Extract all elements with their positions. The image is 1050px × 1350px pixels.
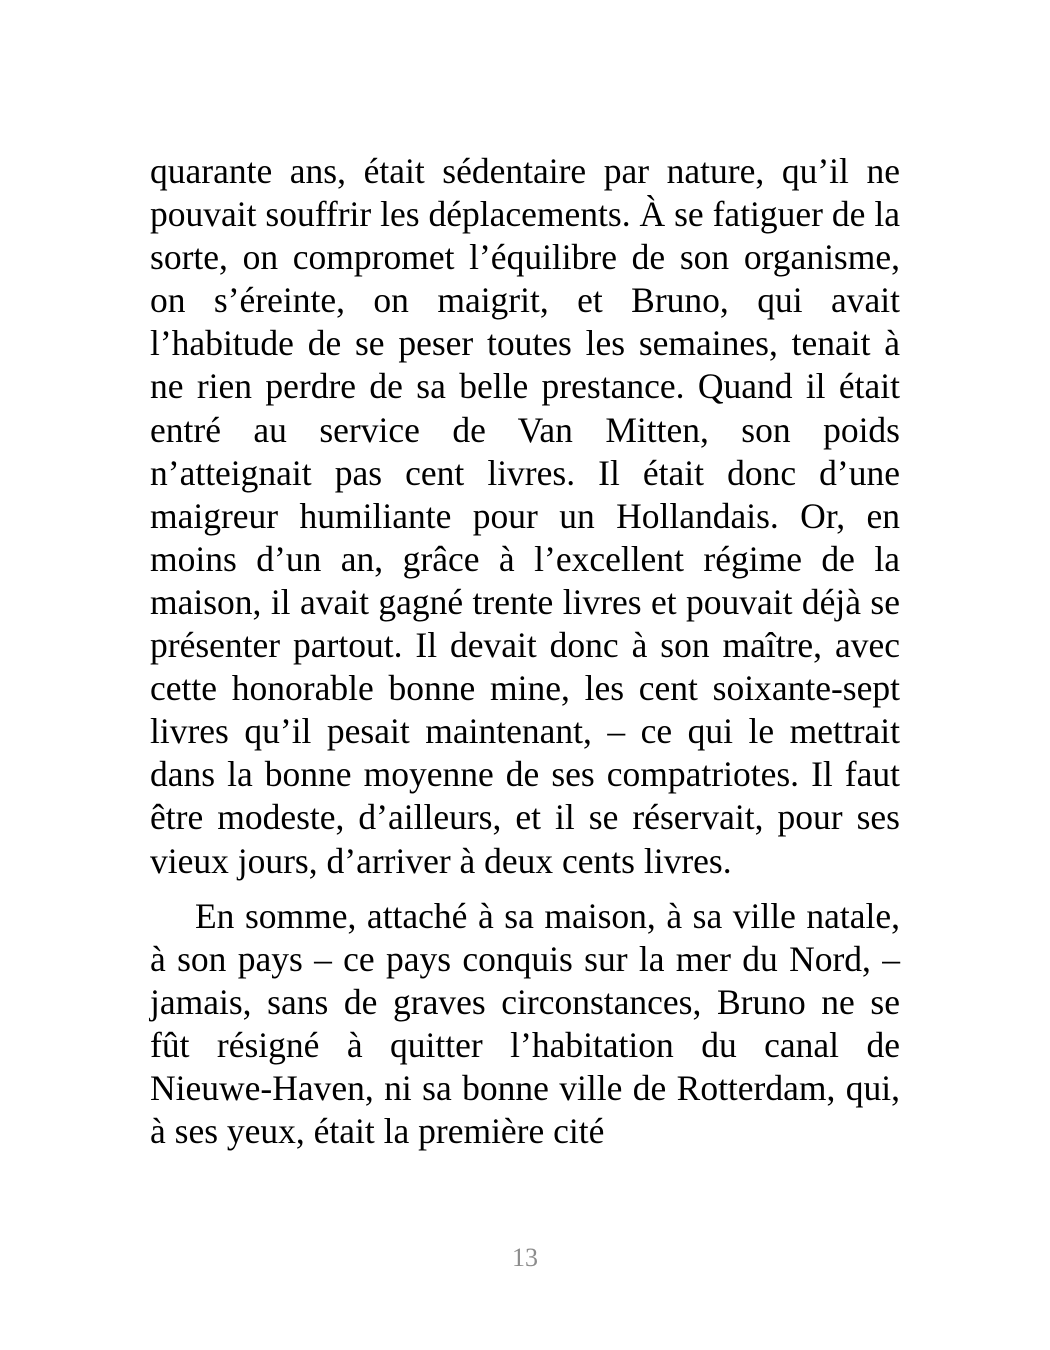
page-number: 13 xyxy=(512,1243,538,1272)
body-text xyxy=(150,150,900,1153)
paragraph-2: En somme, attaché à sa maison, à sa ville natale, à son pays – ce pays conquis sur la mer du Nord, – jamais, sans de graves circonstances, Bruno ne se fût résigné à quitter l’habitation du canal de Nieuwe-Haven, ni sa bonne ville de Rotterdam, qui, à ses yeux, était la première cité xyxy=(150,895,900,1152)
paragraph-1: quarante ans, était sédentaire par nature, qu’il ne pouvait souffrir les déplacements. À se fatiguer de la sorte, on compromet l’équilibre de son organisme, on s’éreinte, on maigrit, et Bruno, qui avait l’habitude de se peser toutes les semaines, tenait à ne rien perdre de sa belle prestance. Quand il était entré au service de Van Mitten, son poids n’atteignait pas cent livres. Il était donc d’une maigreur humiliante pour un Hollandais. Or, en moins d’un an, grâce à l’excellent régime de la maison, il avait gagné trente livres et pouvait déjà se présenter partout. Il devait donc à son maître, avec cette honorable bonne mine, les cent soixante-sept livres qu’il pesait maintenant, – ce qui le mettrait dans la bonne moyenne de ses compatriotes. Il faut être modeste, d’ailleurs, et il se réservait, pour ses vieux jours, d’arriver à deux cents livres. xyxy=(150,151,900,881)
